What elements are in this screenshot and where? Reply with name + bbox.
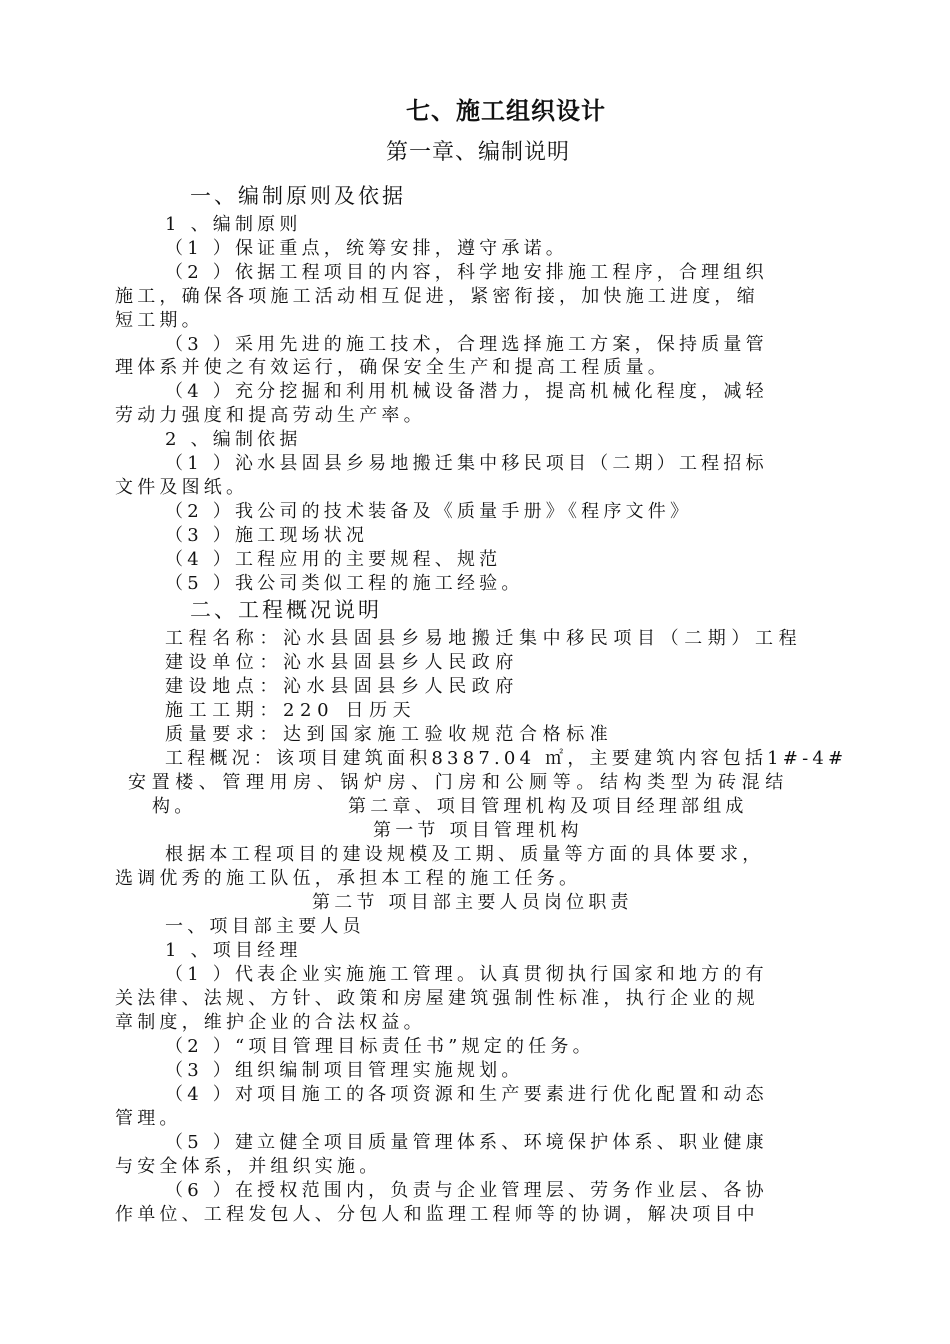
paragraph-line: 文件及图纸。 [115,477,249,498]
paragraph-line: （2 ）我公司的技术装备及《质量手册》《程序文件》 [165,501,693,522]
paragraph-line: （2 ）依据工程项目的内容，科学地安排施工程序，合理组织 [165,262,768,283]
paragraph-line: 根据本工程项目的建设规模及工期、质量等方面的具体要求， [165,844,765,865]
subsection-heading: 一、项目部主要人员 [165,916,365,937]
paragraph-line: 理体系并使之有效运行，确保安全生产和提高工程质量。 [115,357,670,378]
info-line: 安置楼、管理用房、锅炉房、门房和公厕等。结构类型为砖混结 [128,772,789,793]
paragraph-line: 作单位、工程发包人、分包人和监理工程师等的协调，解决项目中 [115,1204,759,1225]
section-heading: 一、编制原则及依据 [190,184,406,208]
paragraph-line: 与安全体系，并组织实施。 [115,1156,382,1177]
info-line: 构。 [152,796,197,817]
section-heading: 第二节 项目部主要人员岗位职责 [312,892,633,913]
paragraph-line: （3 ）组织编制项目管理实施规划。 [165,1060,524,1081]
info-line: 工程名称：沁水县固县乡易地搬迁集中移民项目（二期）工程 [165,628,803,649]
chapter-heading: 第一章、编制说明 [386,140,571,165]
paragraph-line: （1 ）保证重点，统筹安排，遵守承诺。 [165,238,568,259]
paragraph-line: （5 ）建立健全项目质量管理体系、环境保护体系、职业健康 [165,1132,768,1153]
section-heading: 二、工程概况说明 [190,598,382,622]
paragraph-line: （1 ）沁水县固县乡易地搬迁集中移民项目（二期）工程招标 [165,453,768,474]
paragraph-line: 章制度，维护企业的合法权益。 [115,1012,426,1033]
subsection-heading: 1 、项目经理 [165,940,302,961]
subsection-heading: 2 、编制依据 [165,429,302,450]
paragraph-line: （3 ）施工现场状况 [165,525,369,546]
paragraph-line: （4 ）充分挖掘和利用机械设备潜力，提高机械化程度，减轻 [165,381,768,402]
paragraph-line: （3 ）采用先进的施工技术，合理选择施工方案，保持质量管 [165,334,768,355]
paragraph-line: （5 ）我公司类似工程的施工经验。 [165,573,524,594]
paragraph-line: （4 ）工程应用的主要规程、规范 [165,549,502,570]
paragraph-line: （6 ）在授权范围内，负责与企业管理层、劳务作业层、各协 [165,1180,768,1201]
info-line: 建设单位：沁水县固县乡人民政府 [165,652,519,673]
chapter-heading: 第二章、项目管理机构及项目经理部组成 [348,796,748,817]
paragraph-line: 短工期。 [115,310,204,331]
info-line: 施工工期：220 日历天 [165,700,417,721]
subsection-heading: 1 、编制原则 [165,214,302,235]
paragraph-line: 施工，确保各项施工活动相互促进，紧密衔接，加快施工进度，缩 [115,286,759,307]
section-heading: 第一节 项目管理机构 [373,820,583,841]
paragraph-line: （1 ）代表企业实施施工管理。认真贯彻执行国家和地方的有 [165,964,768,985]
paragraph-line: 劳动力强度和提高劳动生产率。 [115,405,426,426]
info-line: 建设地点：沁水县固县乡人民政府 [165,676,519,697]
document-title: 七、施工组织设计 [406,96,606,125]
paragraph-line: （2 ）“项目管理目标责任书”规定的任务。 [165,1036,595,1057]
info-line: 工程概况：该项目建筑面积8387.04 ㎡，主要建筑内容包括1#-4# [165,748,848,769]
info-line: 质量要求：达到国家施工验收规范合格标准 [165,724,614,745]
paragraph-line: 管理。 [115,1108,182,1129]
paragraph-line: 选调优秀的施工队伍，承担本工程的施工任务。 [115,868,582,889]
paragraph-line: （4 ）对项目施工的各项资源和生产要素进行优化配置和动态 [165,1084,768,1105]
paragraph-line: 关法律、法规、方针、政策和房屋建筑强制性标准，执行企业的规 [115,988,759,1009]
